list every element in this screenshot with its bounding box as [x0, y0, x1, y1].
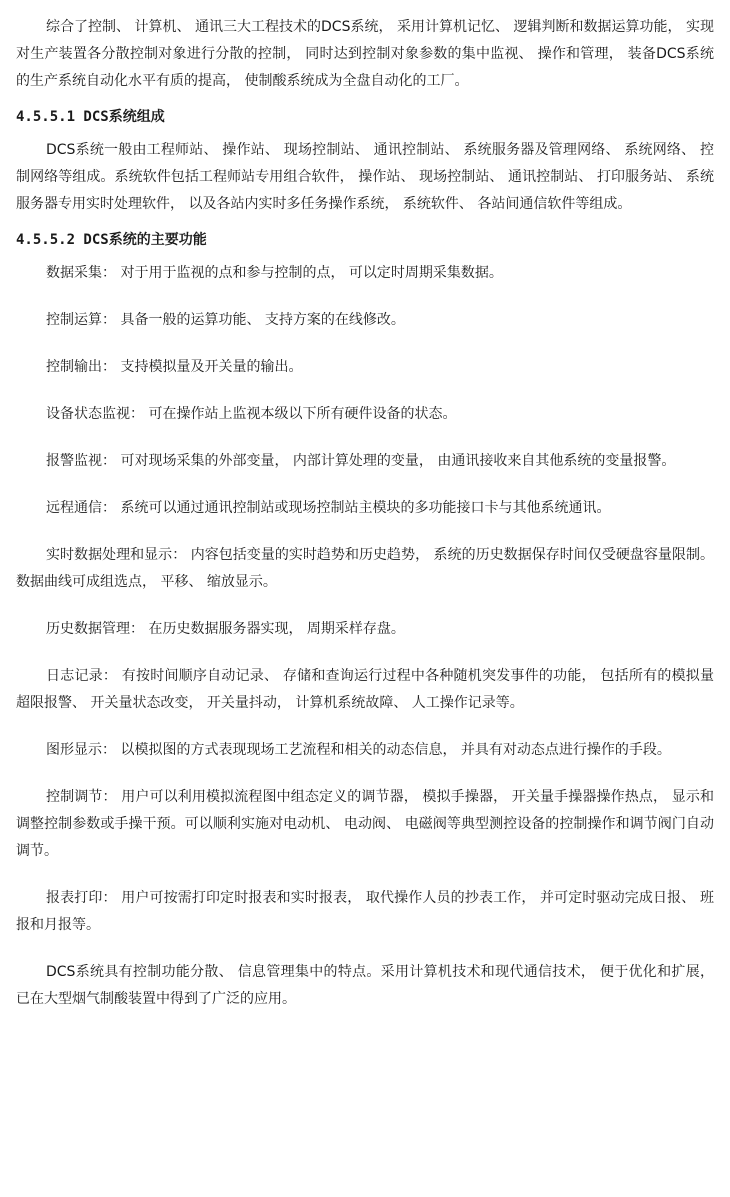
function-item-graphic-display: 图形显示： 以模拟图的方式表现现场工艺流程和相关的动态信息， 并具有对动态点进行操作的手段。 [46, 742, 671, 758]
closing-paragraph: DCS系统具有控制功能分散、 信息管理集中的特点。采用计算机技术和现代通信技术， 便于优化和扩展， 已在大型烟气制酸装置中得到了广泛的应用。 [16, 964, 714, 1007]
function-item-alarm-monitoring: 报警监视： 可对现场采集的外部变量， 内部计算处理的变量， 由通讯接收来自其他系统的变量报警。 [46, 453, 676, 469]
function-item-realtime-data-display: 实时数据处理和显示： 内容包括变量的实时趋势和历史趋势， 系统的历史数据保存时间仅受硬盘容量限制。数据曲线可成组选点， 平移、 缩放显示。 [16, 547, 714, 590]
function-item-report-printing: 报表打印： 用户可按需打印定时报表和实时报表， 取代操作人员的抄表工作， 并可定时驱动完成日报、 班报和月报等。 [16, 890, 714, 933]
function-item-device-status-monitoring: 设备状态监视： 可在操作站上监视本级以下所有硬件设备的状态。 [46, 406, 457, 422]
function-item-history-data-management: 历史数据管理： 在历史数据服务器实现， 周期采样存盘。 [46, 621, 405, 637]
function-item-remote-communication: 远程通信： 系统可以通过通讯控制站或现场控制站主模块的多功能接口卡与其他系统通讯。 [46, 500, 611, 516]
function-item-control-output: 控制输出： 支持模拟量及开关量的输出。 [46, 359, 303, 375]
function-item-control-adjustment: 控制调节： 用户可以利用模拟流程图中组态定义的调节器， 模拟手操器， 开关量手操器操作热点， 显示和调整控制参数或手操干预。可以顺利实施对电动机、 电动阀、 电磁阀等典型测控设备的控制操作和调节阀门自动调节。 [16, 789, 714, 859]
function-item-log-recording: 日志记录： 有按时间顺序自动记录、 存储和查询运行过程中各种随机突发事件的功能， 包括所有的模拟量超限报警、 开关量状态改变， 开关量抖动， 计算机系统故障、 人工操作记录等。 [16, 668, 714, 711]
intro-paragraph: 综合了控制、 计算机、 通讯三大工程技术的DCS系统， 采用计算机记忆、 逻辑判断和数据运算功能， 实现对生产装置各分散控制对象进行分散的控制， 同时达到控制对象参数的集中监视、 操作和管理， 装备DCS系统的生产系统自动化水平有质的提高， 使制酸系统成为全盘自动化的工厂。 [16, 19, 714, 89]
section-2-heading: 4.5.5.2 DCS系统的主要功能 [16, 232, 207, 248]
function-item-data-acquisition: 数据采集： 对于用于监视的点和参与控制的点， 可以定时周期采集数据。 [46, 265, 503, 281]
function-item-control-computation: 控制运算： 具备一般的运算功能、 支持方案的在线修改。 [46, 312, 405, 328]
section-1-paragraph: DCS系统一般由工程师站、 操作站、 现场控制站、 通讯控制站、 系统服务器及管理网络、 系统网络、 控制网络等组成。系统软件包括工程师站专用组合软件， 操作站、 现场控制站、 通讯控制站、 打印服务站、 系统服务器专用实时处理软件， 以及各站内实时多任务操作系统， 系统软件、 各站间通信软件等组成。 [16, 142, 714, 212]
section-1-heading: 4.5.5.1 DCS系统组成 [16, 109, 165, 125]
